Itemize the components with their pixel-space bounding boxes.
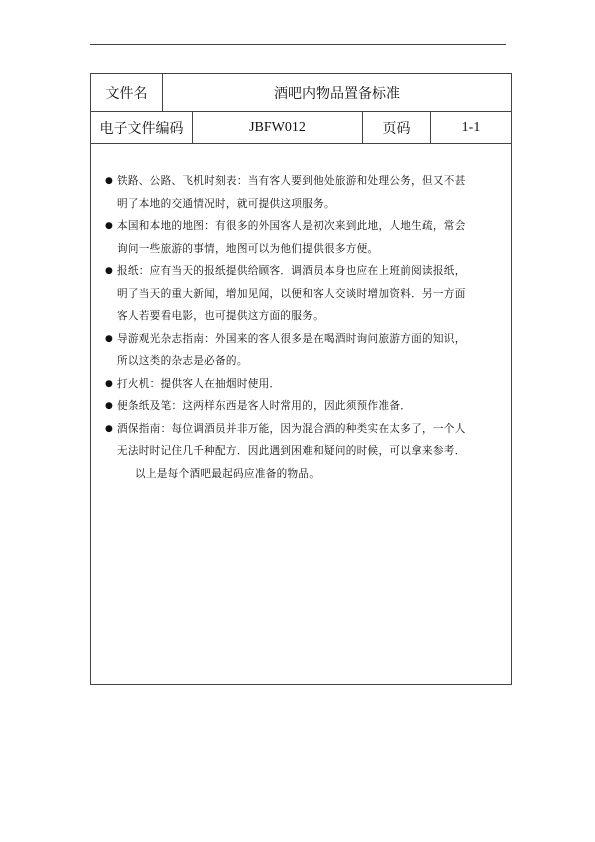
list-item-line: 明了当天的重大新闻，增加见闻，以便和客人交谈时增加资料．另一方面	[117, 287, 466, 300]
bullet-icon: ●	[105, 221, 114, 231]
list-item-line: 明了本地的交通情况时，就可提供这项服务。	[117, 197, 335, 210]
list-item	[105, 395, 497, 418]
list-item-line: 酒保指南：每位调酒员并非万能，因为混合酒的种类实在太多了，一个人	[117, 422, 466, 435]
list-item-line: 打火机：提供客人在抽烟时使用．	[117, 377, 281, 390]
item-list	[105, 170, 497, 463]
list-item-line: 本国和本地的地图：有很多的外国客人是初次来到此地，人地生疏，常会	[117, 220, 466, 232]
bullet-icon: ●	[105, 378, 114, 389]
file-code: JBFW012	[193, 112, 363, 143]
list-item-line: 报纸：应有当天的报纸提供给顾客．调酒员本身也应在上班前阅读报纸，	[117, 265, 466, 277]
list-item-line: 询问一些旅游的事情，地图可以为他们提供很多方便。	[117, 242, 379, 255]
list-item	[105, 373, 497, 396]
list-item-line: 便条纸及笔：这两样东西是客人时常用的，因此须预作准备．	[117, 400, 412, 412]
bullet-icon: ●	[105, 266, 114, 276]
page-label: 页码	[363, 112, 431, 143]
code-row	[91, 112, 511, 144]
bullet-icon: ●	[105, 423, 114, 434]
list-item-line: 无法时时记住几千种配方．因此遇到困难和疑问的时候，可以拿来参考．	[117, 445, 466, 457]
page-number: 1-1	[461, 119, 481, 135]
list-item	[105, 418, 497, 463]
list-item-line: 导游观光杂志指南：外国来的客人很多是在喝酒时询问旅游方面的知识，	[117, 332, 466, 345]
document-title: 酒吧内物品置备标准	[274, 85, 400, 102]
title-row	[91, 74, 511, 112]
list-item-line: 客人若要看电影，也可提供这方面的服务。	[117, 310, 324, 322]
header-rule	[90, 44, 506, 45]
file-name-label: 文件名	[91, 74, 163, 111]
electronic-file-label: 电子文件编码	[91, 112, 193, 143]
list-item	[105, 260, 497, 328]
document-body	[105, 170, 497, 485]
list-item	[105, 328, 497, 373]
bullet-icon: ●	[105, 176, 114, 186]
bullet-icon: ●	[105, 401, 114, 411]
list-item	[105, 215, 497, 260]
bullet-icon: ●	[105, 333, 114, 344]
list-item-line: 所以这类的杂志是必备的。	[117, 355, 248, 367]
document-form	[90, 73, 512, 685]
list-item-line: 铁路、公路、飞机时刻表：当有客人要到他处旅游和处理公务，但又不甚	[117, 175, 466, 187]
closing-paragraph: 以上是每个酒吧最起码应准备的物品。	[135, 467, 321, 480]
list-item	[105, 170, 497, 215]
